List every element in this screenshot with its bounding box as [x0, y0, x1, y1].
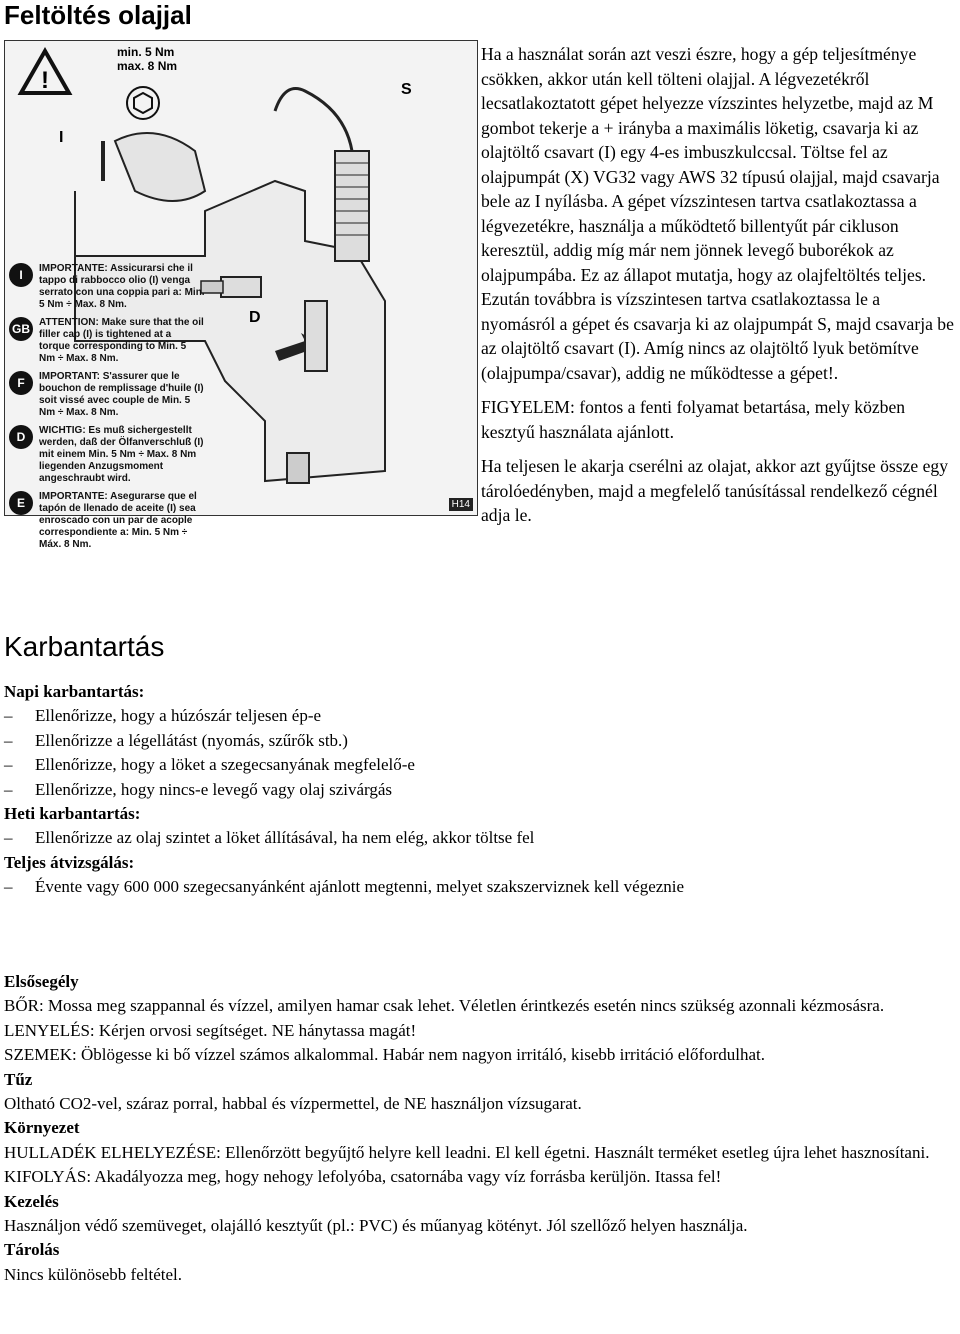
daily-title: Napi karbantartás:	[4, 682, 145, 701]
warning-text: IMPORTANTE: Asegurarse que el tapón de llenado de aceite (I) sea enroscado con un par de acople correspondiente a: Min. 5 Nm ÷ Máx. 8 Nm.	[39, 491, 197, 550]
list-item	[4, 753, 954, 777]
torque-min: min. 5 Nm	[117, 45, 175, 59]
dash: –	[4, 755, 13, 775]
warning-fr	[9, 371, 205, 419]
label-d: D	[249, 309, 261, 326]
figure-number: H14	[449, 498, 473, 511]
list-item-text: Ellenőrizze, hogy a húzószár teljesen ép-e	[35, 706, 322, 726]
warning-de	[9, 425, 205, 485]
oil-fill-paragraph: Ha a használat során azt veszi észre, hogy a gép teljesítménye csökken, akkor után kell tölteni olajjal. A légvezetékről lecsatlakoztatott gépet helyezze vízszintes helyzetbe, majd az M gombot tekerje a + irányba a maximális löketig, csavarja ki az olajtöltő csavart (I) egy 4-es imbuszkulccsal. Töltse fel az olajpumpát (X) VG32 vagy AWS 32 típusú olajjal, majd csavarja bele az I nyílásba. A gépet vízszintesen tartva csatlakoztassa a légvezetékre, használja a működtető billentyűt pár cikluson keresztül, addig míg már nem jönnek levegő buborékok az olajpumpába. Ez az állapot mutatja, hogy az olajfeltöltés teljes. Ezután továbbra is vízszintesen tartva csatlakoztassa le a nyomásról a gépet és csavarja ki az olajpumpát S, majd csavarja be az olajtöltő csavart (I). Amíg nincs az olajtöltő lyuk betömítve (olajpumpa/csavar), addig ne működtesse a gépet!.	[481, 44, 954, 383]
handling-title: Kezelés	[4, 1191, 59, 1211]
label-s: S	[401, 81, 412, 98]
warning-es	[9, 491, 205, 551]
storage-title: Tárolás	[4, 1240, 60, 1260]
list-item-text: Ellenőrizze, hogy a löket a szegecsanyának megfelelő-e	[35, 755, 415, 775]
lang-badge: I	[9, 263, 33, 287]
dash: –	[4, 730, 13, 750]
torque-spec	[117, 45, 177, 73]
hex-screw-icon	[127, 87, 159, 119]
handling-text: Használjon védő szemüveget, olajálló kesztyűt (pl.: PVC) és műanyag kötényt. Jól szellőző helyen használja.	[4, 1216, 748, 1236]
warning-gb	[9, 317, 205, 365]
skin-text: BŐR: Mossa meg szappannal és vízzel, amilyen hamar csak lehet. Véletlen érintkezés esetén nincs szükség azonnali kézmosásra.	[4, 996, 885, 1016]
lang-badge: GB	[9, 317, 33, 341]
list-item	[4, 704, 954, 728]
lang-badge: E	[9, 491, 33, 515]
weekly-title: Heti karbantartás:	[4, 804, 141, 824]
eyes-text: SZEMEK: Öblögesse ki bő vízzel számos alkalommal. Habár nem nagyon irritáló, kisebb irritáció előfordulhat.	[4, 1045, 766, 1065]
warning-text: IMPORTANT: S'assurer que le bouchon de remplissage d'huile (I) soit vissé avec couple de Min. 5 Nm ÷ Max. 8 Nm.	[39, 371, 204, 418]
dash: –	[4, 779, 13, 799]
oil-replace-paragraph: Ha teljesen le akarja cserélni az olajat, akkor azt gyűjtse össze egy tárolóedényben, majd a megfelelő tanúsítással rendelkező cégnél adja le.	[481, 456, 948, 525]
environment-title: Környezet	[4, 1118, 80, 1138]
warning-text: ATTENTION: Make sure that the oil filler cap (I) is tightened at a torque corresponding to Min. 5 Nm ÷ Max. 8 Nm.	[39, 317, 204, 364]
list-item	[4, 826, 954, 850]
storage-text: Nincs különösebb feltétel.	[4, 1264, 182, 1284]
maintenance-section	[4, 680, 954, 900]
list-item	[4, 875, 954, 899]
label-i: I	[59, 129, 64, 146]
list-item-text: Évente vagy 600 000 szegecsanyánként ajánlott megtenni, melyet szakszerviznek kell végeznie	[35, 877, 685, 897]
spill-text: KIFOLYÁS: Akadályozza meg, hogy nehogy lefolyóba, csatornába vagy víz forrásba kerüljön. Itassa fel!	[4, 1167, 722, 1187]
first-aid-title: Elsősegély	[4, 972, 79, 991]
dash: –	[4, 828, 13, 848]
torque-max: max. 8 Nm	[117, 59, 178, 73]
lang-badge: D	[9, 425, 33, 449]
safety-section	[4, 970, 958, 1287]
oil-fill-warning: FIGYELEM: fontos a fenti folyamat betartása, mely közben kesztyű használata ajánlott.	[481, 397, 906, 442]
maintenance-title: Karbantartás	[4, 631, 165, 662]
fire-text: Oltható CO2-vel, száraz porral, habbal és vízpermettel, de NE használjon vízsugarat.	[4, 1094, 582, 1114]
swallow-text: LENYELÉS: Kérjen orvosi segítséget. NE hánytassa magát!	[4, 1020, 417, 1040]
warning-box	[9, 263, 205, 553]
hand-icon	[115, 133, 205, 201]
list-item-text: Ellenőrizze az olaj szintet a löket állításával, ha nem elég, akkor töltse fel	[35, 828, 535, 848]
oil-fill-instructions	[481, 42, 957, 538]
full-inspection-title: Teljes átvizsgálás:	[4, 852, 135, 872]
lang-badge: F	[9, 371, 33, 395]
list-item-text: Ellenőrizze a légellátást (nyomás, szűrők stb.)	[35, 730, 348, 750]
waste-text: HULLADÉK ELHELYEZÉSE: Ellenőrzött begyűjtő helyre kell leadni. El kell égetni. Használt terméket esetleg újra lehet hasznosítani.	[4, 1142, 930, 1162]
page-title: Feltöltés olajjal	[4, 0, 192, 30]
oil-fill-figure	[4, 40, 478, 550]
warning-text: WICHTIG: Es muß sichergestellt werden, daß der Ölfanverschluß (I) mit einem Min. 5 Nm ÷ Max. 8 Nm liegenden Anzugsmoment angeschraubt wird.	[39, 425, 204, 484]
list-item-text: Ellenőrizze, hogy nincs-e levegő vagy olaj szivárgás	[35, 779, 393, 799]
list-item	[4, 729, 954, 753]
svg-text:!: !	[41, 67, 49, 94]
fire-title: Tűz	[4, 1069, 33, 1089]
dash: –	[4, 706, 13, 726]
warning-text: IMPORTANTE: Assicurarsi che il tappo di rabbocco olio (I) venga serrato con una coppia pari a: Min. 5 Nm ÷ Max. 8 Nm.	[39, 263, 205, 310]
warning-it	[9, 263, 205, 311]
dash: –	[4, 877, 13, 897]
list-item	[4, 778, 954, 802]
